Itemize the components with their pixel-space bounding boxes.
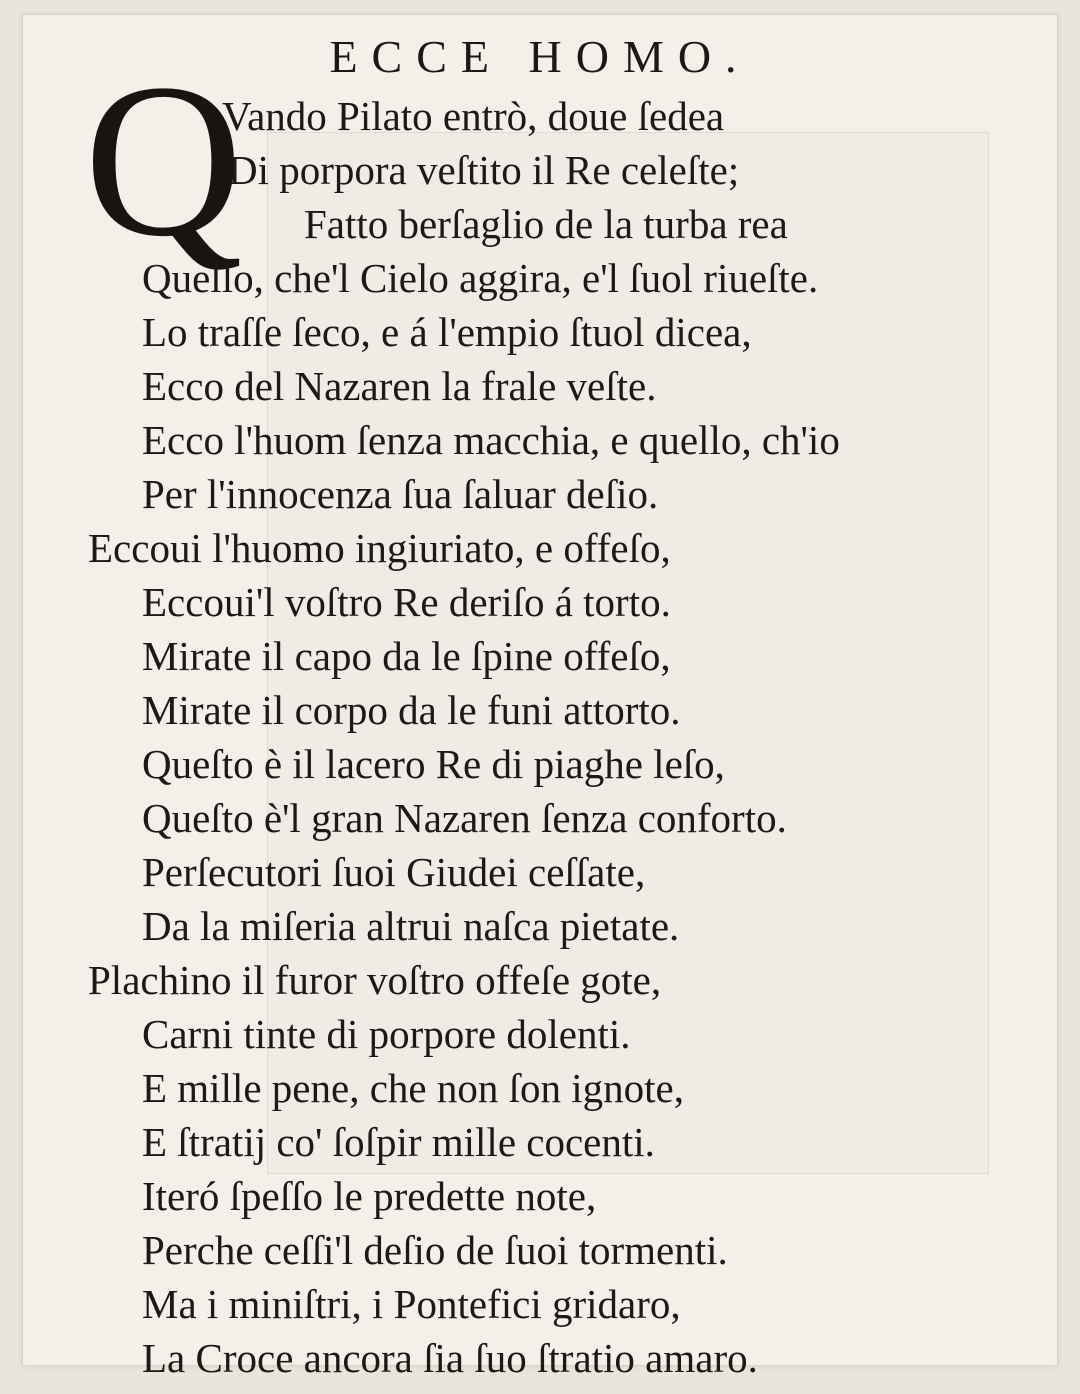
verse-line-3: Fatto berſaglio de la turba rea bbox=[304, 201, 788, 247]
verse-line-5: Lo traſſe ſeco, e á l'empio ſtuol dicea, bbox=[142, 309, 752, 355]
drop-cap: Q bbox=[84, 38, 243, 282]
verse-line-18: Carni tinte di porpore dolenti. bbox=[142, 1011, 631, 1057]
verse-line-20: E ſtratij co' ſoſpir mille cocenti. bbox=[142, 1119, 655, 1165]
verse-line-17: Plachino il furor voſtro offeſe gote, bbox=[88, 957, 662, 1003]
verse-line-1: Vando Pilato entrò, doue ſedea bbox=[222, 93, 725, 139]
verse-line-14: Queſto è'l gran Nazaren ſenza conforto. bbox=[142, 795, 787, 841]
verse-line-22: Perche ceſſi'l deſio de ſuoi tormenti. bbox=[142, 1227, 728, 1273]
verse-line-16: Da la miſeria altrui naſca pietate. bbox=[142, 903, 680, 949]
verse-line-15: Perſecutori ſuoi Giudei ceſſate, bbox=[142, 849, 646, 895]
verse-line-19: E mille pene, che non ſon ignote, bbox=[142, 1065, 684, 1111]
verse-line-7: Ecco l'huom ſenza macchia, e quello, ch'io bbox=[142, 417, 840, 463]
verse-line-4: Quello, che'l Cielo aggira, e'l ſuol riueſte. bbox=[142, 255, 819, 301]
verse-line-21: Iteró ſpeſſo le predette note, bbox=[142, 1173, 597, 1219]
verse-line-13: Queſto è il lacero Re di piaghe leſo, bbox=[142, 741, 725, 787]
verse-line-12: Mirate il corpo da le funi attorto. bbox=[142, 687, 681, 733]
verse-line-9: Eccoui l'huomo ingiuriato, e offeſo, bbox=[88, 525, 671, 571]
verse-line-8: Per l'innocenza ſua ſaluar deſio. bbox=[142, 471, 659, 517]
verse-line-11: Mirate il capo da le ſpine offeſo, bbox=[142, 633, 671, 679]
verse-line-24: La Croce ancora ſia ſuo ſtratio amaro. bbox=[142, 1335, 758, 1381]
verse-line-10: Eccoui'l voſtro Re deriſo á torto. bbox=[142, 579, 671, 625]
page-title: ECCE HOMO. bbox=[329, 31, 751, 82]
verse-line-6: Ecco del Nazaren la frale veſte. bbox=[142, 363, 657, 409]
verse-line-23: Ma i miniſtri, i Pontefici gridaro, bbox=[142, 1281, 681, 1327]
verse-line-2: Di porpora veſtito il Re celeſte; bbox=[228, 147, 740, 193]
